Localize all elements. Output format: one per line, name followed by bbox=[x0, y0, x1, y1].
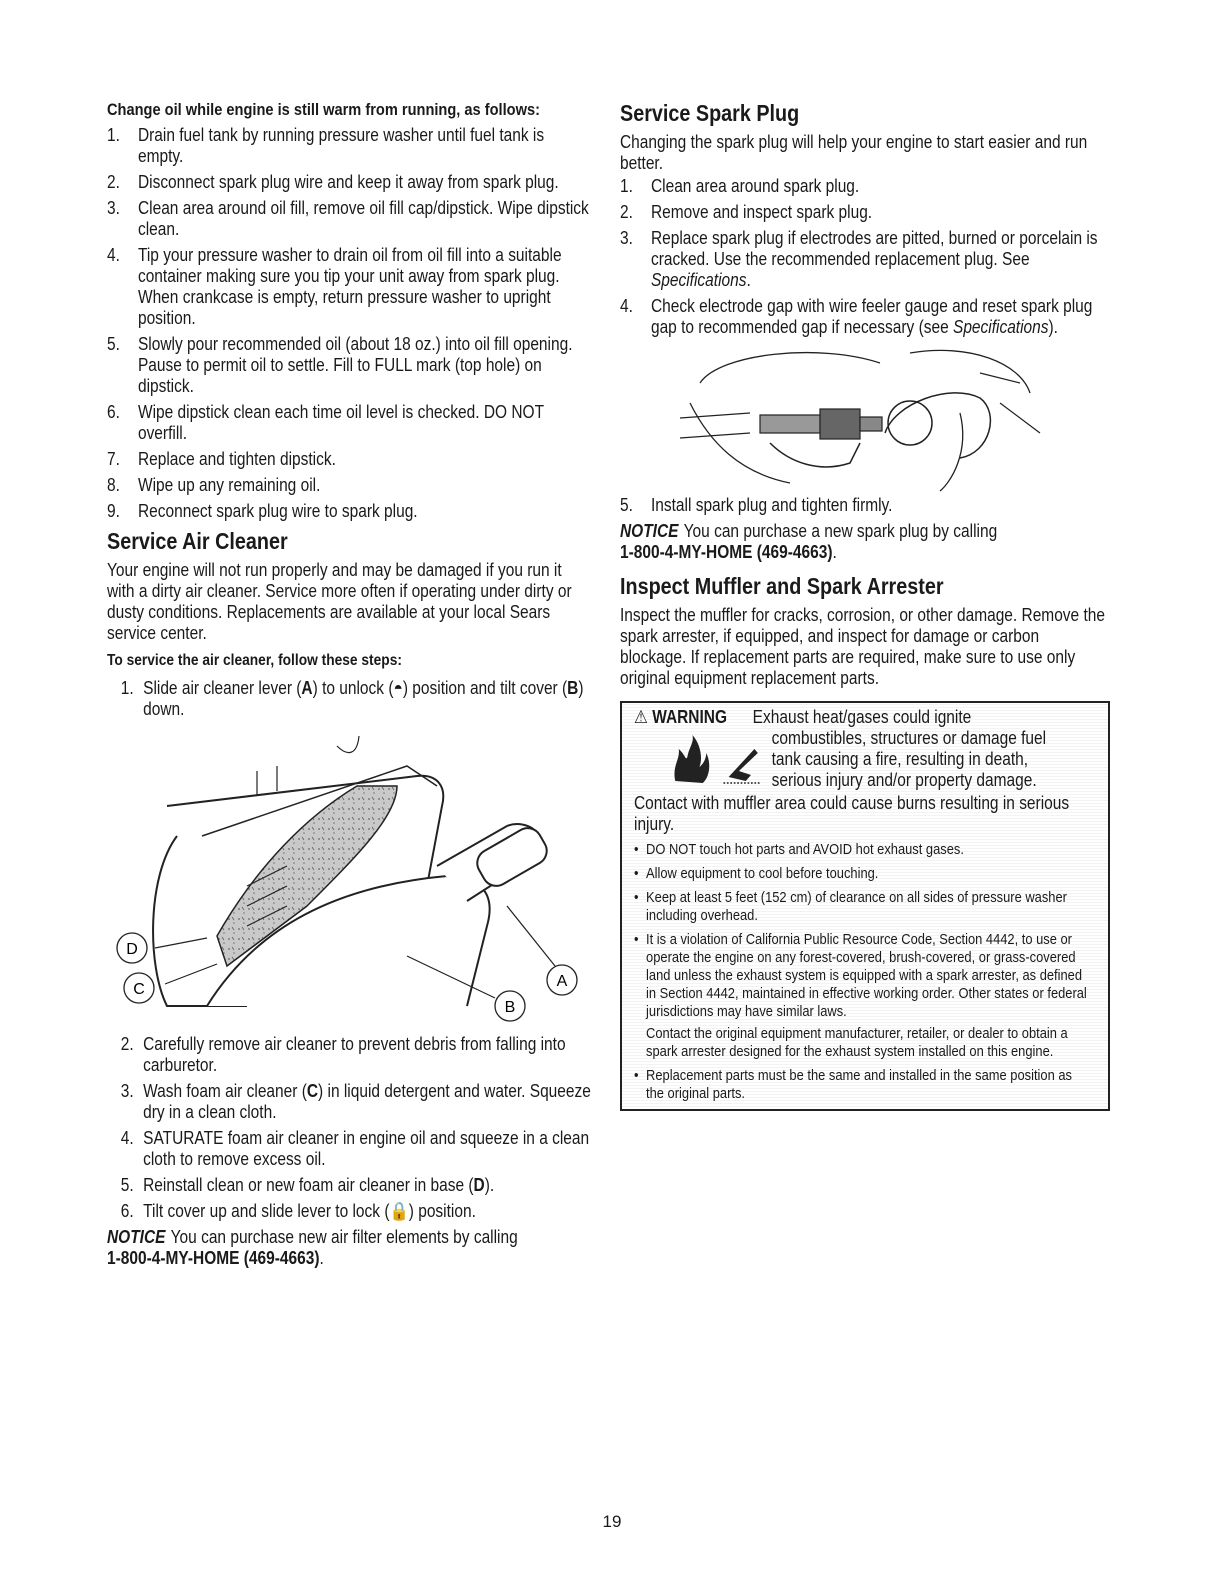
warning-line-3: tank causing a fire, resulting in death, bbox=[771, 749, 1029, 769]
oil-change-intro: Change oil while engine is still warm from running, as follows: bbox=[107, 100, 540, 119]
air-cleaner-steps-b bbox=[107, 1034, 592, 1222]
right-column bbox=[620, 100, 1110, 1111]
callout-b bbox=[495, 991, 525, 1021]
list-item: 2. Remove and inspect spark plug. bbox=[620, 202, 873, 222]
list-item: 5. Install spark plug and tighten firmly. bbox=[620, 495, 893, 515]
spark-plug-paragraph: Changing the spark plug will help your engine to start easier and run better. bbox=[620, 132, 1088, 173]
list-item: 3. Wash foam air cleaner (C) in liquid detergent and water. Squeeze dry in a clean cloth. bbox=[120, 1081, 591, 1122]
air-cleaner-heading: Service Air Cleaner bbox=[107, 528, 288, 554]
svg-text:D: D bbox=[126, 941, 138, 958]
callout-a bbox=[547, 965, 577, 995]
warning-contact-manufacturer: Contact the original equipment manufacturer, retailer, or dealer to obtain a spark arrester designed for the exhaust system installed on this engine. bbox=[646, 1025, 1068, 1060]
unlock-icon: ◓ bbox=[393, 678, 403, 698]
list-item: 3. Replace spark plug if electrodes are pitted, burned or porcelain is cracked. Use the recommended replacement plug. See Specifications. bbox=[620, 228, 1098, 290]
air-cleaner-figure bbox=[107, 726, 593, 1026]
list-item: 6. Tilt cover up and slide lever to lock (🔒) position. bbox=[120, 1201, 476, 1221]
spark-plug-heading: Service Spark Plug bbox=[620, 100, 800, 126]
fire-hazard-icon bbox=[668, 731, 763, 787]
warning-box bbox=[620, 701, 1110, 1111]
list-item: 1. Slide air cleaner lever (A) to unlock (◓) position and tilt cover (B) down. bbox=[120, 678, 584, 719]
air-cleaner-paragraph: Your engine will not run properly and may be damaged if you run it with a dirty air cleaner. Service more often if operating under dirty or dusty conditions. Replacements are available at your local Sears service center. bbox=[107, 560, 572, 643]
page-number: 19 bbox=[602, 1512, 622, 1531]
callout-d bbox=[117, 933, 147, 963]
list-item: 5. Reinstall clean or new foam air cleaner in base (D). bbox=[120, 1175, 495, 1195]
list-item: 7. Replace and tighten dipstick. bbox=[107, 449, 336, 469]
list-item: 4. Tip your pressure washer to drain oil from oil fill into a suitable container making sure you tip your unit away from spark plug. When crankcase is empty, return pressure washer to upright position. bbox=[107, 245, 562, 328]
warning-line-2: combustibles, structures or damage fuel bbox=[771, 728, 1047, 748]
left-column bbox=[107, 100, 593, 1269]
lock-icon: 🔒 bbox=[389, 1201, 409, 1221]
warning-label: WARNING bbox=[652, 707, 728, 727]
warning-bullets bbox=[634, 841, 1087, 1021]
list-item: 4. Check electrode gap with wire feeler gauge and reset spark plug gap to recommended gap if necessary (see Specifications). bbox=[620, 296, 1093, 337]
list-item: 5. Slowly pour recommended oil (about 18 oz.) into oil fill opening. Pause to permit oil to settle. Fill to FULL mark (top hole) on dipstick. bbox=[107, 334, 573, 396]
list-item: 1. Drain fuel tank by running pressure washer until fuel tank is empty. bbox=[107, 125, 545, 166]
list-item: • DO NOT touch hot parts and AVOID hot exhaust gases. bbox=[634, 841, 1087, 859]
svg-text:C: C bbox=[133, 981, 145, 998]
list-item: • Keep at least 5 feet (152 cm) of clearance on all sides of pressure washer including overhead. bbox=[634, 889, 1087, 925]
air-cleaner-illustration bbox=[107, 726, 593, 1026]
list-item: 9. Reconnect spark plug wire to spark plug. bbox=[107, 501, 418, 521]
warning-line-4: serious injury and/or property damage. bbox=[771, 770, 1037, 790]
spark-plug-steps-b bbox=[620, 495, 1109, 516]
warning-bullets-b bbox=[634, 1067, 1087, 1103]
warning-triangle-icon: ⚠ bbox=[634, 707, 648, 727]
list-item: • Allow equipment to cool before touching. bbox=[634, 865, 1087, 883]
oil-change-steps bbox=[107, 125, 592, 522]
spark-plug-steps bbox=[620, 176, 1109, 338]
list-item: 4. SATURATE foam air cleaner in engine oil and squeeze in a clean cloth to remove excess oil. bbox=[120, 1128, 590, 1169]
list-item: 2. Carefully remove air cleaner to prevent debris from falling into carburetor. bbox=[120, 1034, 566, 1075]
warning-contact: Contact with muffler area could cause burns resulting in serious injury. bbox=[634, 793, 1070, 834]
list-item: • Replacement parts must be the same and installed in the same position as the original parts. bbox=[634, 1067, 1087, 1103]
spark-plug-notice: NOTICE You can purchase a new spark plug by calling 1-800-4-MY-HOME (469-4663). bbox=[620, 521, 998, 562]
air-filter-notice: NOTICE You can purchase new air filter elements by calling 1-800-4-MY-HOME (469-4663). bbox=[107, 1227, 518, 1268]
list-item: 3. Clean area around oil fill, remove oil fill cap/dipstick. Wipe dipstick clean. bbox=[107, 198, 589, 239]
spark-plug-illustration bbox=[620, 343, 1110, 493]
callout-c bbox=[124, 973, 154, 1003]
air-cleaner-subheading: To service the air cleaner, follow these steps: bbox=[107, 652, 402, 669]
list-item: • It is a violation of California Public Resource Code, Section 4442, to use or operate the engine on any forest-covered, brush-covered, or grass-covered land unless the exhaust system is equipped with a spark arrester, as defined in Section 4442, maintained in effective working order. Other states or federal jurisdictions may have similar laws. bbox=[634, 931, 1087, 1021]
warning-line-1: Exhaust heat/gases could ignite bbox=[752, 707, 972, 727]
list-item: 6. Wipe dipstick clean each time oil level is checked. DO NOT overfill. bbox=[107, 402, 544, 443]
svg-text:A: A bbox=[556, 973, 568, 990]
spark-plug-figure bbox=[620, 343, 1110, 493]
list-item: 2. Disconnect spark plug wire and keep it away from spark plug. bbox=[107, 172, 559, 192]
air-cleaner-steps-a bbox=[107, 678, 592, 720]
muffler-heading: Inspect Muffler and Spark Arrester bbox=[620, 573, 944, 599]
muffler-paragraph: Inspect the muffler for cracks, corrosion, or other damage. Remove the spark arrester, if equipped, and inspect for damage or carbon blockage. If replacement parts are required, make sure to use only original equipment replacement parts. bbox=[620, 605, 1105, 688]
svg-text:B: B bbox=[504, 999, 516, 1016]
list-item: 8. Wipe up any remaining oil. bbox=[107, 475, 321, 495]
list-item: 1. Clean area around spark plug. bbox=[620, 176, 860, 196]
